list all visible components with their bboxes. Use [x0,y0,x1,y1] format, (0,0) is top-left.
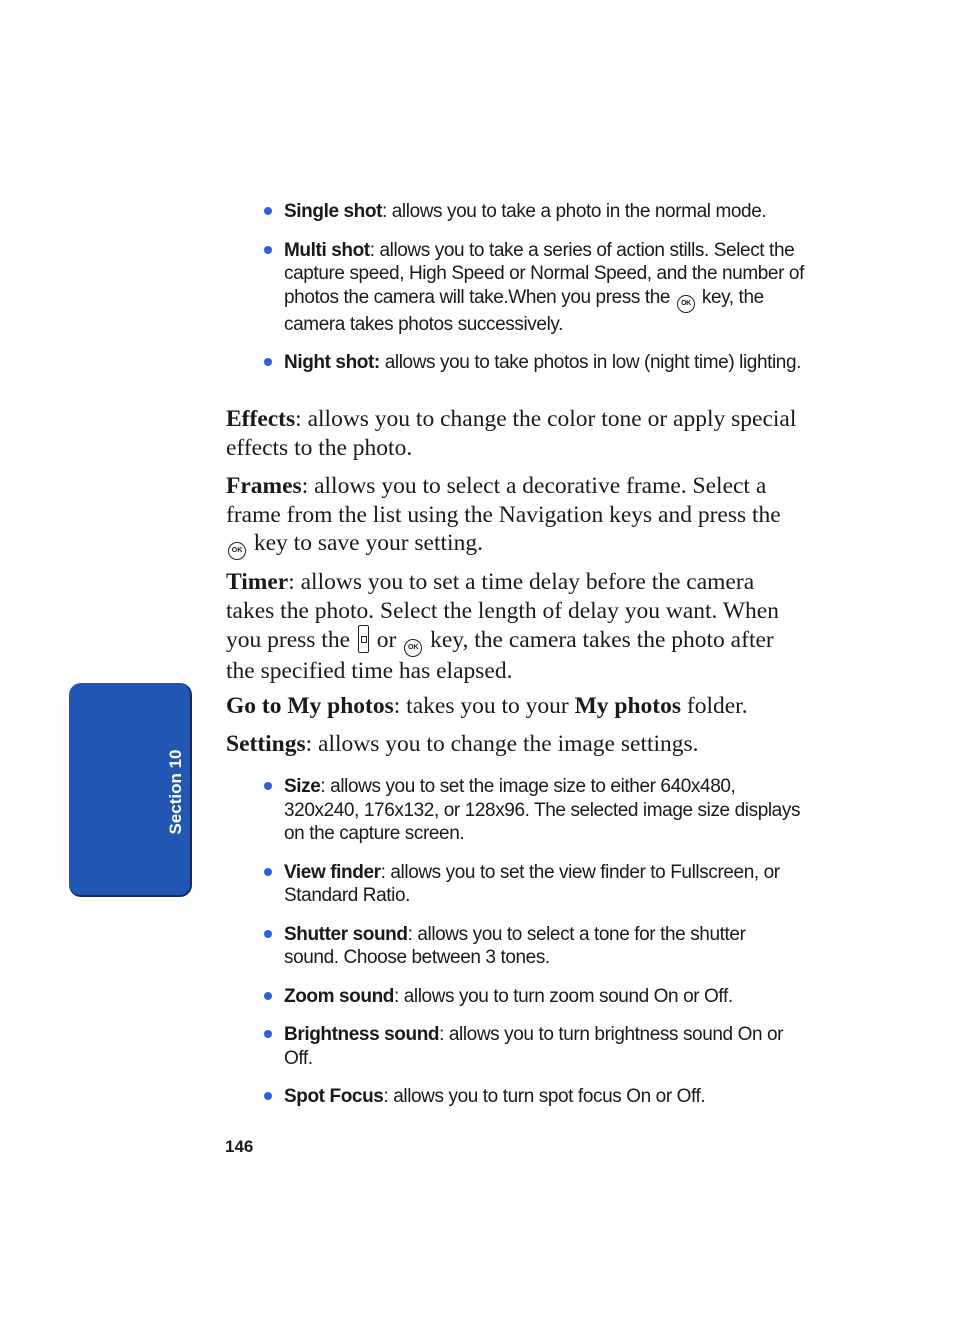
bullet-zoom-sound: Zoom sound: allows you to turn zoom sound On or Off. [264,985,804,1009]
bullet-spot-focus: Spot Focus: allows you to turn spot focus On or Off. [264,1085,804,1109]
bullet-view-finder: View finder: allows you to set the view finder to Fullscreen, or Standard Ratio. [264,861,804,908]
bullet-night-shot: Night shot: allows you to take photos in low (night time) lighting. [264,351,804,375]
section-tab-label: Section 10 [166,749,185,835]
bullet-size: Size: allows you to set the image size to either 640x480, 320x240, 176x132, or 128x96. The selected image size displays on the capture screen. [264,775,804,846]
bullet-list-settings [264,775,804,1124]
paragraph-settings: Settings: allows you to change the image settings. [226,731,699,757]
paragraph-go-to-my-photos: Go to My photos: takes you to your My photos folder. [226,693,748,719]
paragraph-frames: Frames: allows you to select a decorative frame. Select a frame from the list using the Navigation keys and press the OK key to save your setting. [226,472,798,560]
ok-key-icon: OK [677,295,695,313]
bullet-single-shot: Single shot: allows you to take a photo in the normal mode. [264,200,804,224]
paragraph-effects: Effects: allows you to change the color tone or apply special effects to the photo. [226,406,797,461]
bullet-multi-shot: Multi shot: allows you to take a series of action stills. Select the capture speed, High Speed or Normal Speed, and the number of photos the camera will take.When you press the OK key, the camera takes photos successively. [264,239,804,337]
camera-softkey-icon [358,625,369,653]
paragraph-timer: Timer: allows you to set a time delay before the camera takes the photo. Select the length of delay you want. When you press the or OK key, the camera takes the photo after the specified time has elapsed. [226,569,779,684]
bullet-brightness-sound: Brightness sound: allows you to turn brightness sound On or Off. [264,1023,804,1070]
ok-key-icon: OK [404,639,422,657]
ok-key-icon: OK [228,542,246,560]
bullet-list-capture-modes [264,200,804,390]
bullet-shutter-sound: Shutter sound: allows you to select a tone for the shutter sound. Choose between 3 tones. [264,923,804,970]
page-number: 146 [225,1137,254,1156]
